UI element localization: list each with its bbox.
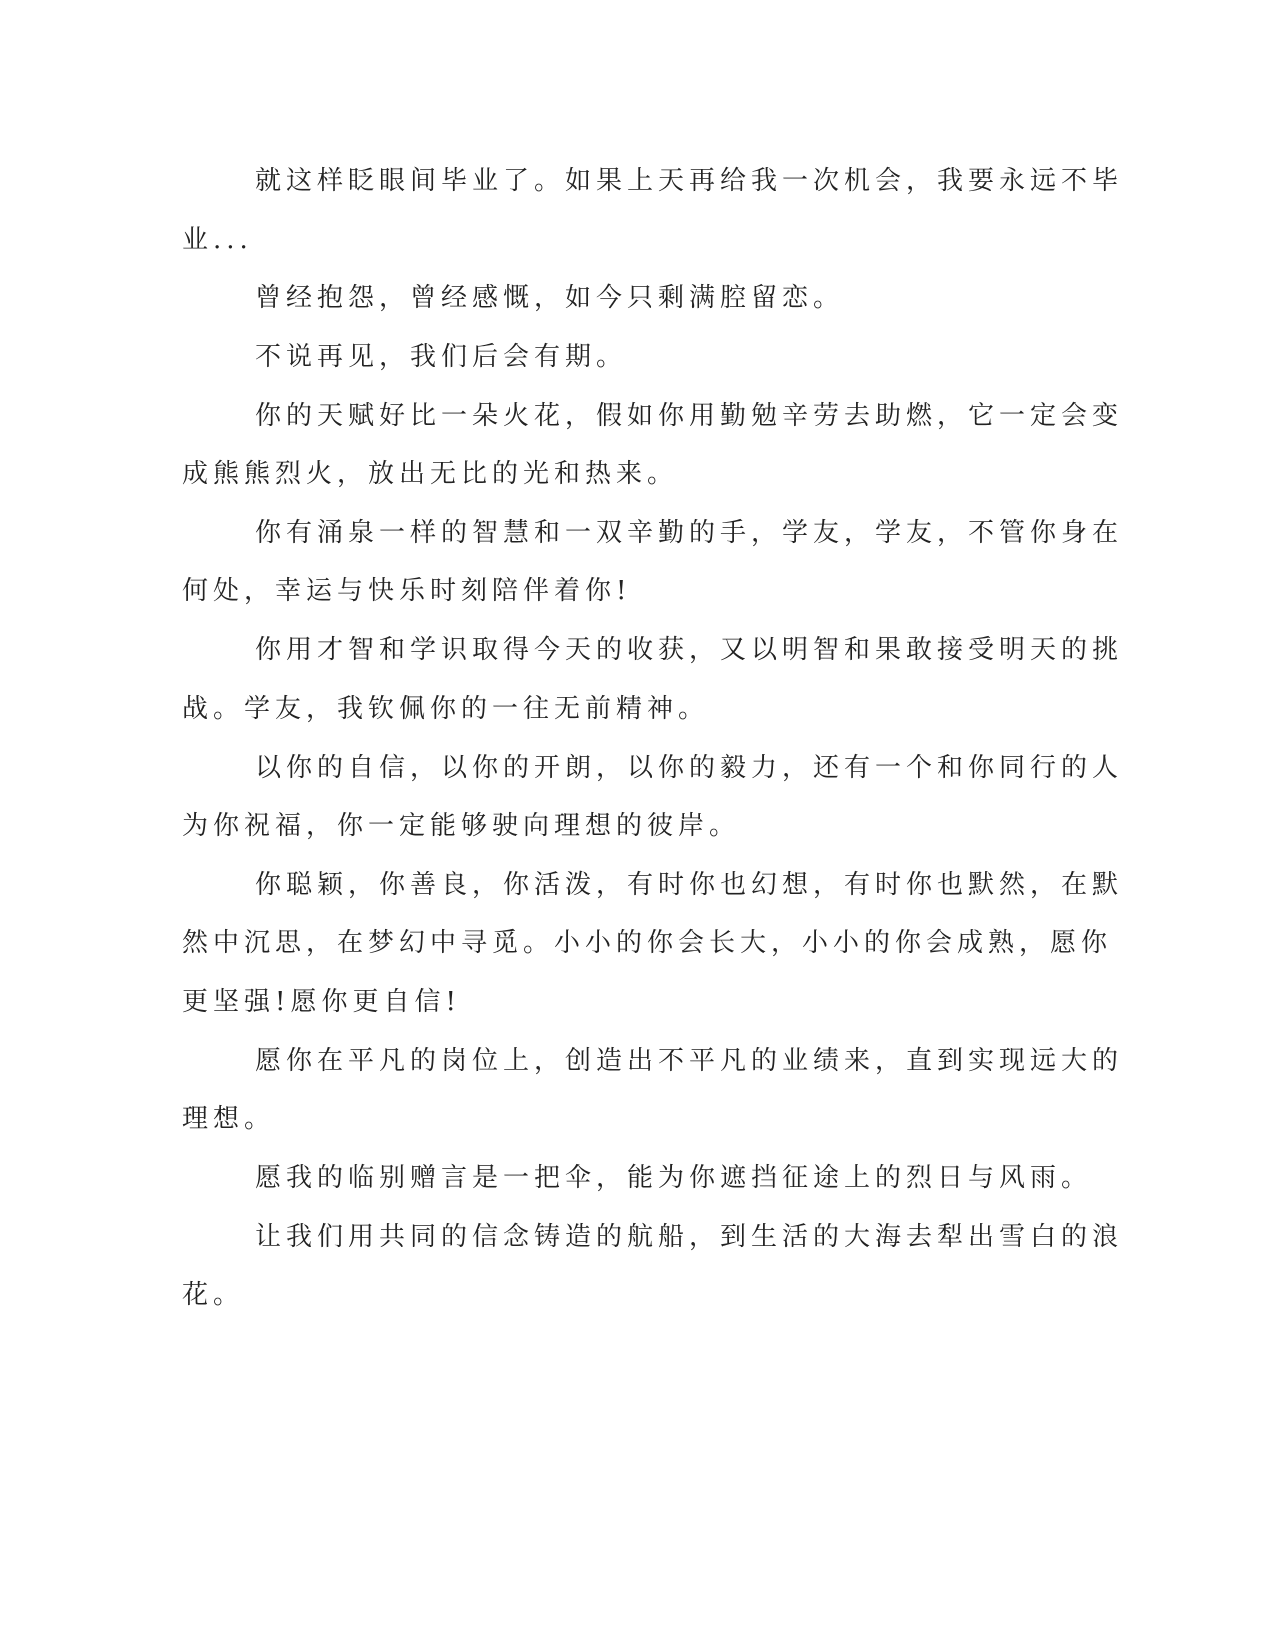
paragraph-8-line-2: 然中沉思，在梦幻中寻觅。小小的你会长大，小小的你会成熟，愿你 [182, 928, 1113, 958]
paragraph-5-line-1: 你有涌泉一样的智慧和一双辛勤的手，学友，学友，不管你身在 [255, 518, 1124, 548]
paragraph-8-line-3: 更坚强!愿你更自信! [182, 987, 461, 1017]
paragraph-2-line-1: 曾经抱怨，曾经感慨，如今只剩满腔留恋。 [255, 283, 845, 313]
paragraph-4-line-2: 成熊熊烈火，放出无比的光和热来。 [182, 459, 679, 489]
paragraph-9-line-2: 理想。 [182, 1104, 276, 1134]
paragraph-11-line-1: 让我们用共同的信念铸造的航船，到生活的大海去犁出雪白的浪 [255, 1222, 1124, 1252]
paragraph-3-line-1: 不说再见，我们后会有期。 [255, 342, 628, 372]
paragraph-8-line-1: 你聪颖，你善良，你活泼，有时你也幻想，有时你也默然，在默 [255, 870, 1124, 900]
paragraph-4-line-1: 你的天赋好比一朵火花，假如你用勤勉辛劳去助燃，它一定会变 [255, 401, 1124, 431]
paragraph-6-line-2: 战。学友，我钦佩你的一往无前精神。 [182, 694, 710, 724]
paragraph-6-line-1: 你用才智和学识取得今天的收获，又以明智和果敢接受明天的挑 [255, 635, 1124, 665]
paragraph-9-line-1: 愿你在平凡的岗位上，创造出不平凡的业绩来，直到实现远大的 [255, 1046, 1124, 1076]
paragraph-7-line-2: 为你祝福，你一定能够驶向理想的彼岸。 [182, 811, 741, 841]
paragraph-10-line-1: 愿我的临别赠言是一把伞，能为你遮挡征途上的烈日与风雨。 [255, 1163, 1093, 1193]
paragraph-5-line-2: 何处，幸运与快乐时刻陪伴着你! [182, 576, 632, 606]
paragraph-1-line-1: 就这样眨眼间毕业了。如果上天再给我一次机会，我要永远不毕 [255, 166, 1124, 196]
paragraph-11-line-2: 花。 [182, 1280, 245, 1310]
paragraph-1-line-2: 业... [182, 225, 253, 255]
paragraph-7-line-1: 以你的自信，以你的开朗，以你的毅力，还有一个和你同行的人 [255, 753, 1124, 783]
